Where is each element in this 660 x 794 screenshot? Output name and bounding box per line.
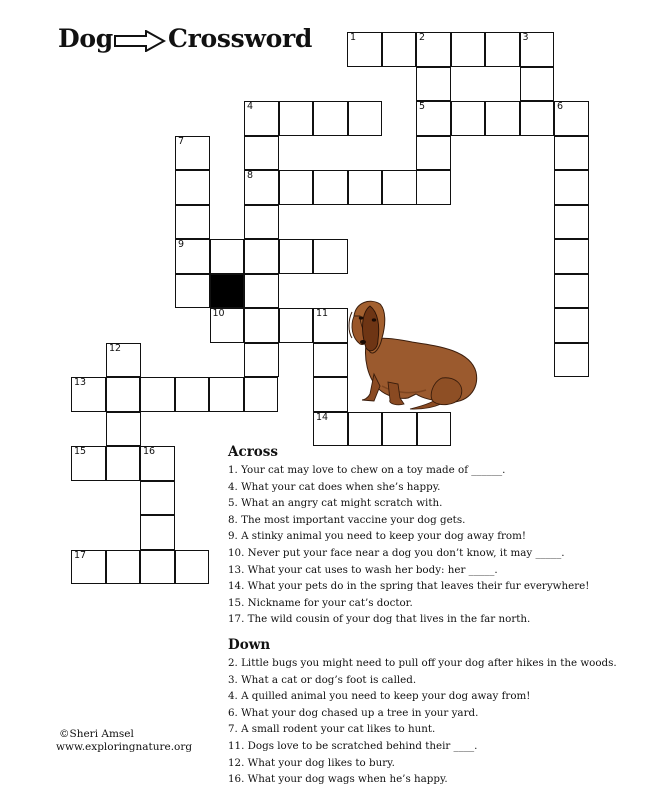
grid-cell[interactable]: [175, 205, 210, 240]
grid-cell[interactable]: [313, 170, 348, 205]
grid-cell[interactable]: [244, 101, 279, 136]
grid-cell[interactable]: [71, 377, 106, 412]
grid-cell[interactable]: [416, 170, 451, 205]
clue-number: 4: [247, 101, 254, 112]
across-clue: 13. What your cat uses to wash her body: her _____.: [228, 563, 498, 576]
grid-cell[interactable]: [348, 170, 383, 205]
down-clue: 3. What a cat or dog’s foot is called.: [228, 673, 417, 686]
grid-cell[interactable]: [416, 32, 451, 67]
grid-cell[interactable]: [348, 101, 383, 136]
grid-cell[interactable]: [279, 101, 314, 136]
grid-cell[interactable]: [71, 550, 106, 585]
grid-cell[interactable]: [244, 136, 279, 171]
across-clue: 4. What your cat does when she’s happy.: [228, 480, 441, 493]
clue-number: 9: [178, 239, 185, 250]
grid-cell[interactable]: [554, 170, 589, 205]
grid-cell[interactable]: [554, 136, 589, 171]
clue-number: 17: [74, 549, 87, 561]
grid-cell[interactable]: [279, 239, 314, 274]
grid-cell[interactable]: [382, 32, 417, 67]
down-clue: 6. What your dog chased up a tree in your yard.: [228, 706, 479, 719]
across-clue: 8. The most important vaccine your dog gets.: [228, 513, 466, 526]
grid-cell[interactable]: [347, 32, 382, 67]
grid-cell[interactable]: [279, 308, 314, 343]
grid-cell[interactable]: [106, 412, 141, 447]
grid-cell[interactable]: [106, 550, 141, 585]
grid-cell[interactable]: [175, 377, 210, 412]
grid-cell[interactable]: [451, 32, 486, 67]
grid-cell[interactable]: [175, 550, 210, 585]
down-clue: 4. A quilled animal you need to keep your dog away from!: [228, 690, 531, 703]
dachshund-illustration: [330, 290, 490, 420]
grid-cell[interactable]: [554, 101, 589, 136]
clue-number: 7: [178, 135, 185, 147]
grid-cell[interactable]: [313, 101, 348, 136]
grid-cell[interactable]: [244, 377, 279, 412]
grid-cell[interactable]: [244, 205, 279, 240]
grid-cell[interactable]: [554, 343, 589, 378]
clue-number: 6: [557, 101, 564, 112]
website-link[interactable]: www.exploringnature.org: [56, 741, 193, 753]
grid-cell-blocked: [210, 274, 245, 309]
grid-cell[interactable]: [210, 239, 245, 274]
clue-number: 11: [316, 308, 329, 319]
grid-cell[interactable]: [485, 101, 520, 136]
clue-number: 1: [350, 32, 357, 43]
clue-number: 10: [212, 308, 225, 319]
across-clue: 17. The wild cousin of your dog that lives in the far north.: [228, 613, 531, 626]
clue-number: 15: [74, 446, 87, 457]
down-clue: 12. What your dog likes to bury.: [228, 756, 395, 769]
clue-number: 5: [419, 101, 426, 112]
grid-cell[interactable]: [106, 377, 141, 412]
grid-cell[interactable]: [485, 32, 520, 67]
grid-cell[interactable]: [520, 101, 555, 136]
down-clue: 7. A small rodent your cat likes to hunt.: [228, 723, 436, 736]
grid-cell[interactable]: [554, 239, 589, 274]
down-clues: [228, 637, 648, 788]
title-word-dog: Dog: [58, 24, 113, 53]
title-word-crossword: Crossword: [168, 24, 313, 53]
grid-cell[interactable]: [279, 170, 314, 205]
clue-number: 8: [247, 170, 254, 181]
down-clue: 16. What your dog wags when he’s happy.: [228, 773, 448, 786]
grid-cell[interactable]: [175, 274, 210, 309]
grid-cell[interactable]: [209, 377, 244, 412]
across-clue: 14. What your pets do in the spring that leaves their fur everywhere!: [228, 580, 590, 593]
grid-cell[interactable]: [520, 32, 555, 67]
grid-cell[interactable]: [416, 101, 451, 136]
clue-number: 13: [74, 377, 87, 388]
clue-number: 3: [522, 32, 529, 43]
grid-cell[interactable]: [244, 170, 279, 205]
across-clue: 15. Nickname for your cat’s doctor.: [228, 596, 413, 609]
grid-cell[interactable]: [554, 308, 589, 343]
grid-cell[interactable]: [140, 515, 175, 550]
across-clue: 9. A stinky animal you need to keep your dog away from!: [228, 530, 527, 543]
grid-cell[interactable]: [244, 343, 279, 378]
grid-cell[interactable]: [71, 446, 106, 481]
across-heading: Across: [228, 444, 279, 460]
grid-cell[interactable]: [244, 308, 279, 343]
grid-cell[interactable]: [106, 446, 141, 481]
across-clue: 5. What an angry cat might scratch with.: [228, 497, 443, 510]
grid-cell[interactable]: [520, 67, 555, 102]
grid-cell[interactable]: [106, 343, 141, 378]
across-clue: 10. Never put your face near a dog you don’t know, it may _____.: [228, 546, 565, 559]
grid-cell[interactable]: [140, 550, 175, 585]
grid-cell[interactable]: [554, 274, 589, 309]
grid-cell[interactable]: [244, 239, 279, 274]
credits: [56, 728, 192, 754]
clue-number: 16: [143, 446, 156, 457]
grid-cell[interactable]: [140, 446, 175, 481]
grid-cell[interactable]: [313, 239, 348, 274]
down-clue: 11. Dogs love to be scratched behind their ____.: [228, 739, 478, 752]
down-heading: Down: [228, 636, 271, 653]
grid-cell[interactable]: [140, 481, 175, 516]
grid-cell[interactable]: [382, 170, 417, 205]
clue-number: 14: [316, 411, 329, 423]
grid-cell[interactable]: [416, 136, 451, 171]
grid-cell[interactable]: [175, 136, 210, 171]
across-clue: 1. Your cat may love to chew on a toy made of ______.: [228, 464, 506, 476]
grid-cell[interactable]: [175, 170, 210, 205]
grid-cell[interactable]: [175, 239, 210, 274]
clues-panel: [228, 444, 648, 788]
grid-cell[interactable]: [416, 67, 451, 102]
grid-cell[interactable]: [451, 101, 486, 136]
clue-number: 2: [419, 32, 426, 43]
across-clues: [228, 444, 648, 628]
clue-number: 12: [109, 342, 122, 354]
grid-cell[interactable]: [244, 274, 279, 309]
grid-cell[interactable]: [140, 377, 175, 412]
down-clue: 2. Little bugs you might need to pull off your dog after hikes in the woods.: [228, 656, 617, 669]
author-credit: ©Sheri Amsel: [59, 728, 134, 740]
grid-cell[interactable]: [554, 205, 589, 240]
grid-cell[interactable]: [210, 308, 245, 343]
